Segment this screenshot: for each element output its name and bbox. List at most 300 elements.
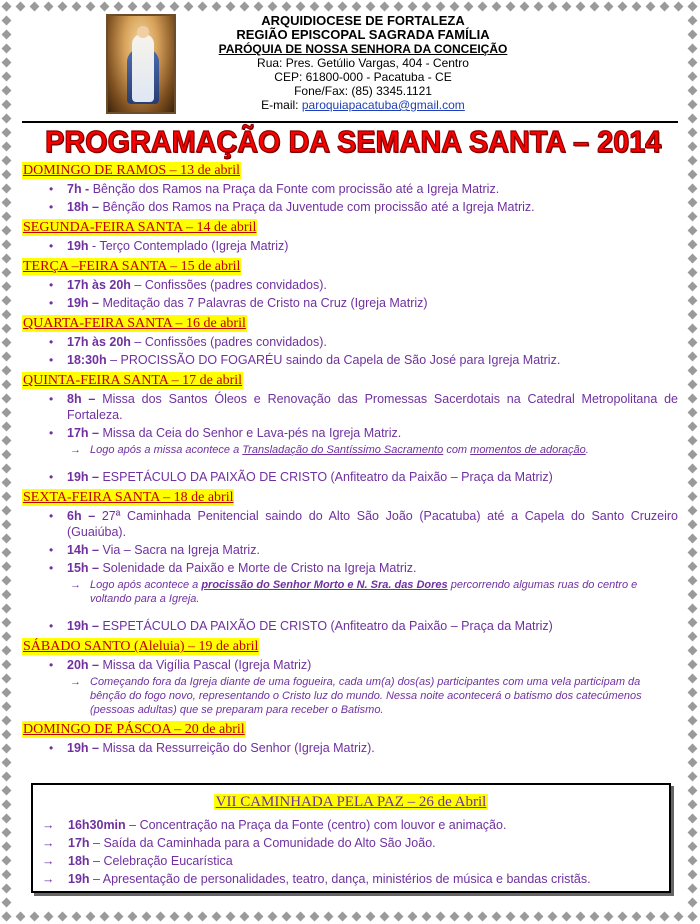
border-diamond xyxy=(688,800,698,810)
border-diamond xyxy=(2,142,12,152)
border-diamond xyxy=(16,912,26,922)
border-diamond xyxy=(688,562,698,572)
border-diamond xyxy=(660,2,670,12)
border-diamond xyxy=(380,2,390,12)
border-diamond xyxy=(324,2,334,12)
border-diamond xyxy=(2,380,12,390)
schedule-item xyxy=(22,181,678,197)
item-time: 19h xyxy=(67,239,89,253)
border-diamond xyxy=(86,2,96,12)
border-diamond xyxy=(562,2,572,12)
item-time: 20h – xyxy=(67,658,99,672)
border-diamond xyxy=(114,2,124,12)
item-note xyxy=(22,443,678,457)
border-diamond xyxy=(366,2,376,12)
border-diamond xyxy=(688,394,698,404)
phone: Fone/Fax: (85) 3345.1121 xyxy=(294,84,432,98)
border-diamond xyxy=(142,912,152,922)
walk-time: 17h xyxy=(68,836,90,850)
border-diamond xyxy=(44,912,54,922)
border-diamond xyxy=(2,590,12,600)
border-diamond xyxy=(128,2,138,12)
border-diamond xyxy=(688,618,698,628)
border-diamond xyxy=(688,744,698,754)
border-diamond xyxy=(2,772,12,782)
border-diamond xyxy=(688,828,698,838)
arrow-icon: → xyxy=(42,854,55,868)
page-title: PROGRAMAÇÃO DA SEMANA SANTA – 2014 xyxy=(45,124,662,159)
border-diamond xyxy=(688,730,698,740)
border-diamond xyxy=(2,646,12,656)
border-diamond xyxy=(2,338,12,348)
border-diamond xyxy=(2,506,12,516)
border-diamond xyxy=(296,2,306,12)
arrow-icon: → xyxy=(70,676,81,688)
border-diamond xyxy=(268,912,278,922)
border-diamond xyxy=(688,772,698,782)
border-diamond xyxy=(408,2,418,12)
item-text: ESPETÁCULO DA PAIXÃO DE CRISTO (Anfiteatro da Paixão – Praça da Matriz) xyxy=(102,619,553,633)
border-diamond xyxy=(100,912,110,922)
border-diamond xyxy=(688,310,698,320)
border-diamond xyxy=(632,2,642,12)
border-diamond xyxy=(240,912,250,922)
border-diamond xyxy=(114,912,124,922)
day-block xyxy=(22,372,678,485)
border-diamond xyxy=(688,492,698,502)
border-diamond xyxy=(688,912,698,922)
border-diamond xyxy=(422,912,432,922)
peace-walk-box xyxy=(31,783,671,893)
day-block xyxy=(22,638,678,717)
item-time: 6h – xyxy=(67,509,96,523)
border-diamond xyxy=(2,534,12,544)
border-diamond xyxy=(688,898,698,908)
border-diamond xyxy=(688,142,698,152)
border-diamond xyxy=(688,268,698,278)
border-diamond xyxy=(2,2,12,12)
day-block xyxy=(22,721,678,756)
border-diamond xyxy=(688,576,698,586)
border-diamond xyxy=(170,2,180,12)
border-diamond xyxy=(688,156,698,166)
item-text: Solenidade da Paixão e Morte de Cristo na Igreja Matriz. xyxy=(102,561,417,575)
item-time: 17h – xyxy=(67,426,99,440)
schedule-item xyxy=(22,542,678,558)
item-time: 19h – xyxy=(67,741,99,755)
border-diamond xyxy=(688,842,698,852)
border-diamond xyxy=(688,702,698,712)
border-diamond xyxy=(2,310,12,320)
border-diamond xyxy=(2,436,12,446)
border-diamond xyxy=(142,2,152,12)
border-diamond xyxy=(688,632,698,642)
schedule-item xyxy=(22,352,678,368)
border-diamond xyxy=(2,296,12,306)
border-diamond xyxy=(2,16,12,26)
note-text: . xyxy=(585,444,589,456)
border-diamond xyxy=(58,2,68,12)
walk-text: – Apresentação de personalidades, teatro, dança, ministérios de música e bandas cristãs. xyxy=(93,872,591,886)
spacer xyxy=(22,606,678,616)
day-block xyxy=(22,162,678,215)
border-diamond xyxy=(2,394,12,404)
border-diamond xyxy=(688,758,698,768)
border-diamond xyxy=(268,2,278,12)
border-diamond xyxy=(2,198,12,208)
item-text: Via – Sacra na Igreja Matriz. xyxy=(102,543,260,557)
border-diamond xyxy=(688,2,698,12)
border-diamond xyxy=(2,212,12,222)
border-diamond xyxy=(156,912,166,922)
border-diamond xyxy=(688,716,698,726)
item-text: - Terço Contemplado (Igreja Matriz) xyxy=(92,239,289,253)
border-diamond xyxy=(688,380,698,390)
schedule xyxy=(22,162,678,760)
page-border-right xyxy=(686,0,700,924)
border-diamond xyxy=(2,44,12,54)
day-block xyxy=(22,258,678,311)
border-diamond xyxy=(2,618,12,628)
peace-walk-item xyxy=(38,870,658,888)
note-emphasis-text: procissão do Senhor Morto e N. Sra. das Dores xyxy=(201,579,448,591)
border-diamond xyxy=(688,590,698,600)
border-diamond xyxy=(688,674,698,684)
region-name: REGIÃO EPISCOPAL SAGRADA FAMÍLIA xyxy=(236,27,490,42)
border-diamond xyxy=(212,912,222,922)
border-diamond xyxy=(688,856,698,866)
schedule-item xyxy=(22,238,678,254)
border-diamond xyxy=(2,744,12,754)
border-diamond xyxy=(366,912,376,922)
item-text: – PROCISSÃO DO FOGARÉU saindo da Capela de São José para Igreja Matriz. xyxy=(110,353,561,367)
border-diamond xyxy=(688,30,698,40)
border-diamond xyxy=(688,226,698,236)
border-diamond xyxy=(2,366,12,376)
border-diamond xyxy=(436,912,446,922)
border-diamond xyxy=(688,604,698,614)
schedule-item xyxy=(22,657,678,673)
border-diamond xyxy=(688,86,698,96)
border-diamond xyxy=(576,2,586,12)
border-diamond xyxy=(72,2,82,12)
border-diamond xyxy=(2,702,12,712)
border-diamond xyxy=(254,2,264,12)
schedule-item xyxy=(22,391,678,423)
note-emphasis: Transladação do Santíssimo Sacramento xyxy=(242,444,444,456)
border-diamond xyxy=(2,282,12,292)
schedule-item xyxy=(22,618,678,634)
border-diamond xyxy=(688,240,698,250)
border-diamond xyxy=(128,912,138,922)
border-diamond xyxy=(688,58,698,68)
border-diamond xyxy=(688,814,698,824)
border-diamond xyxy=(2,30,12,40)
border-diamond xyxy=(688,352,698,362)
item-time: 17h às 20h xyxy=(67,278,131,292)
day-heading: QUARTA-FEIRA SANTA – 16 de abril xyxy=(23,316,246,331)
border-diamond xyxy=(2,478,12,488)
item-text: Meditação das 7 Palavras de Cristo na Cruz (Igreja Matriz) xyxy=(102,296,428,310)
border-diamond xyxy=(198,912,208,922)
border-diamond xyxy=(2,632,12,642)
border-diamond xyxy=(520,2,530,12)
border-diamond xyxy=(688,870,698,880)
border-diamond xyxy=(86,912,96,922)
border-diamond xyxy=(394,2,404,12)
day-heading: DOMINGO DE RAMOS – 13 de abril xyxy=(23,163,240,178)
border-diamond xyxy=(2,492,12,502)
border-diamond xyxy=(562,912,572,922)
org-name: ARQUIDIOCESE DE FORTALEZA xyxy=(261,13,465,28)
border-diamond xyxy=(72,912,82,922)
border-diamond xyxy=(688,548,698,558)
border-diamond xyxy=(16,2,26,12)
border-diamond xyxy=(2,352,12,362)
border-diamond xyxy=(688,100,698,110)
peace-walk-list xyxy=(38,816,658,888)
walk-time: 16h30min xyxy=(68,818,126,832)
border-diamond xyxy=(604,912,614,922)
border-diamond xyxy=(2,856,12,866)
day-block xyxy=(22,219,678,254)
day-heading: SEGUNDA-FEIRA SANTA – 14 de abril xyxy=(23,220,257,235)
border-diamond xyxy=(688,884,698,894)
border-diamond xyxy=(660,912,670,922)
border-diamond xyxy=(2,758,12,768)
border-diamond xyxy=(2,562,12,572)
border-diamond xyxy=(576,912,586,922)
page-border-left xyxy=(0,0,14,924)
border-diamond xyxy=(464,912,474,922)
border-diamond xyxy=(688,436,698,446)
border-diamond xyxy=(30,2,40,12)
border-diamond xyxy=(688,646,698,656)
border-diamond xyxy=(618,912,628,922)
border-diamond xyxy=(2,800,12,810)
day-heading: SEXTA-FEIRA SANTA – 18 de abril xyxy=(23,490,234,505)
schedule-item xyxy=(22,295,678,311)
border-diamond xyxy=(618,2,628,12)
arrow-icon: → xyxy=(42,836,55,850)
border-diamond xyxy=(254,912,264,922)
item-time: 19h – xyxy=(67,619,99,633)
border-diamond xyxy=(2,184,12,194)
day-block xyxy=(22,489,678,634)
border-diamond xyxy=(2,86,12,96)
border-diamond xyxy=(2,58,12,68)
item-text: Missa dos Santos Óleos e Renovação das Promessas Sacerdotais na Catedral Metropolitana de Fortaleza. xyxy=(67,392,678,422)
border-diamond xyxy=(506,912,516,922)
border-diamond xyxy=(688,324,698,334)
border-diamond xyxy=(2,520,12,530)
note-emphasis: momentos de adoração xyxy=(470,444,586,456)
border-diamond xyxy=(2,576,12,586)
walk-time: 19h xyxy=(68,872,90,886)
virgin-mary-image xyxy=(106,14,176,114)
border-diamond xyxy=(688,688,698,698)
border-diamond xyxy=(2,786,12,796)
border-diamond xyxy=(464,2,474,12)
border-diamond xyxy=(492,912,502,922)
border-diamond xyxy=(520,912,530,922)
border-diamond xyxy=(2,268,12,278)
border-diamond xyxy=(548,912,558,922)
border-diamond xyxy=(450,912,460,922)
border-diamond xyxy=(534,2,544,12)
border-diamond xyxy=(2,898,12,908)
border-diamond xyxy=(2,408,12,418)
border-diamond xyxy=(2,100,12,110)
schedule-item xyxy=(22,334,678,350)
schedule-item xyxy=(22,425,678,441)
border-diamond xyxy=(492,2,502,12)
item-text: Missa da Ceia do Senhor e Lava-pés na Igreja Matriz. xyxy=(102,426,402,440)
border-diamond xyxy=(240,2,250,12)
letterhead xyxy=(103,14,603,120)
border-diamond xyxy=(2,422,12,432)
border-diamond xyxy=(226,912,236,922)
border-diamond xyxy=(2,814,12,824)
border-diamond xyxy=(2,548,12,558)
border-diamond xyxy=(688,212,698,222)
border-diamond xyxy=(324,912,334,922)
peace-walk-item xyxy=(38,816,658,834)
note-text: com xyxy=(446,444,468,456)
border-diamond xyxy=(688,184,698,194)
border-diamond xyxy=(478,2,488,12)
arrow-icon: → xyxy=(70,444,81,456)
note-text: Começando fora da Igreja diante de uma fogueira, cada um(a) dos(as) participantes com uma vela participam da bênção do fogo novo, representando o Cristo luz do mundo. Nessa noite acontecerá o batismo dos catecúmenos (pessoas adultas) que se preparam para receber o Batismo. xyxy=(90,676,642,716)
schedule-item xyxy=(22,508,678,540)
peace-walk-item xyxy=(38,834,658,852)
border-diamond xyxy=(646,912,656,922)
item-text: ESPETÁCULO DA PAIXÃO DE CRISTO (Anfiteatro da Paixão – Praça da Matriz) xyxy=(102,470,553,484)
item-time: 14h – xyxy=(67,543,99,557)
border-diamond xyxy=(688,282,698,292)
email-label: E-mail: xyxy=(261,98,299,112)
note-text: Logo após acontece a xyxy=(90,579,199,591)
border-diamond xyxy=(282,2,292,12)
border-diamond xyxy=(674,912,684,922)
border-diamond xyxy=(2,842,12,852)
border-diamond xyxy=(632,912,642,922)
arrow-icon: → xyxy=(42,872,55,886)
schedule-item xyxy=(22,740,678,756)
peace-walk-title: VII CAMINHADA PELA PAZ – 26 de Abril xyxy=(215,794,487,810)
day-heading: TERÇA –FEIRA SANTA – 15 de abril xyxy=(23,259,241,274)
border-diamond xyxy=(2,716,12,726)
peace-walk-item xyxy=(38,852,658,870)
border-diamond xyxy=(2,156,12,166)
letterhead-text xyxy=(183,14,543,112)
email-line xyxy=(183,98,543,112)
border-diamond xyxy=(198,2,208,12)
cep: CEP: 61800-000 - Pacatuba - CE xyxy=(274,70,452,84)
item-note xyxy=(22,578,678,606)
schedule-item xyxy=(22,560,678,576)
border-diamond xyxy=(170,912,180,922)
border-diamond xyxy=(282,912,292,922)
border-diamond xyxy=(184,2,194,12)
border-diamond xyxy=(688,16,698,26)
border-diamond xyxy=(2,604,12,614)
border-diamond xyxy=(2,240,12,250)
email-link[interactable]: paroquiapacatuba@gmail.com xyxy=(301,98,465,112)
border-diamond xyxy=(688,170,698,180)
border-diamond xyxy=(674,2,684,12)
border-diamond xyxy=(296,912,306,922)
border-diamond xyxy=(2,674,12,684)
border-diamond xyxy=(2,912,12,922)
border-diamond xyxy=(2,324,12,334)
border-diamond xyxy=(590,912,600,922)
border-diamond xyxy=(212,2,222,12)
item-text: Bênção dos Ramos na Praça da Fonte com procissão até a Igreja Matriz. xyxy=(92,182,500,196)
item-text: Missa da Ressurreição do Senhor (Igreja Matriz). xyxy=(102,741,375,755)
item-note xyxy=(22,675,678,717)
item-time: 7h - xyxy=(67,182,90,196)
border-diamond xyxy=(44,2,54,12)
border-diamond xyxy=(646,2,656,12)
arrow-icon: → xyxy=(70,579,81,591)
border-diamond xyxy=(184,912,194,922)
border-diamond xyxy=(2,114,12,124)
border-diamond xyxy=(352,912,362,922)
border-diamond xyxy=(2,688,12,698)
border-diamond xyxy=(688,786,698,796)
border-diamond xyxy=(590,2,600,12)
border-diamond xyxy=(2,72,12,82)
day-block xyxy=(22,315,678,368)
border-diamond xyxy=(2,828,12,838)
page-border-bottom xyxy=(0,910,700,924)
item-time: 18:30h xyxy=(67,353,107,367)
border-diamond xyxy=(688,72,698,82)
note-emphasis xyxy=(201,579,447,591)
item-time: 19h – xyxy=(67,296,99,310)
note-text: percorrendo algumas ruas do centro e voltando para a Igreja. xyxy=(90,579,638,605)
item-time: 17h às 20h xyxy=(67,335,131,349)
border-diamond xyxy=(394,912,404,922)
border-diamond xyxy=(548,2,558,12)
border-diamond xyxy=(2,660,12,670)
border-diamond xyxy=(2,170,12,180)
item-text: – Confissões (padres convidados). xyxy=(134,335,327,349)
border-diamond xyxy=(688,450,698,460)
day-heading: QUINTA-FEIRA SANTA – 17 de abril xyxy=(23,373,243,388)
border-diamond xyxy=(2,254,12,264)
border-diamond xyxy=(450,2,460,12)
border-diamond xyxy=(506,2,516,12)
border-diamond xyxy=(688,660,698,670)
border-diamond xyxy=(2,128,12,138)
item-text: Missa da Vigília Pascal (Igreja Matriz) xyxy=(102,658,312,672)
border-diamond xyxy=(2,464,12,474)
border-diamond xyxy=(380,912,390,922)
note-text: Logo após a missa acontece a xyxy=(90,444,240,456)
border-diamond xyxy=(688,506,698,516)
border-diamond xyxy=(338,912,348,922)
walk-time: 18h xyxy=(68,854,90,868)
border-diamond xyxy=(436,2,446,12)
border-diamond xyxy=(688,464,698,474)
border-diamond xyxy=(688,254,698,264)
border-diamond xyxy=(2,730,12,740)
border-diamond xyxy=(100,2,110,12)
border-diamond xyxy=(478,912,488,922)
walk-text: – Saída da Caminhada para a Comunidade do Alto São João. xyxy=(93,836,436,850)
